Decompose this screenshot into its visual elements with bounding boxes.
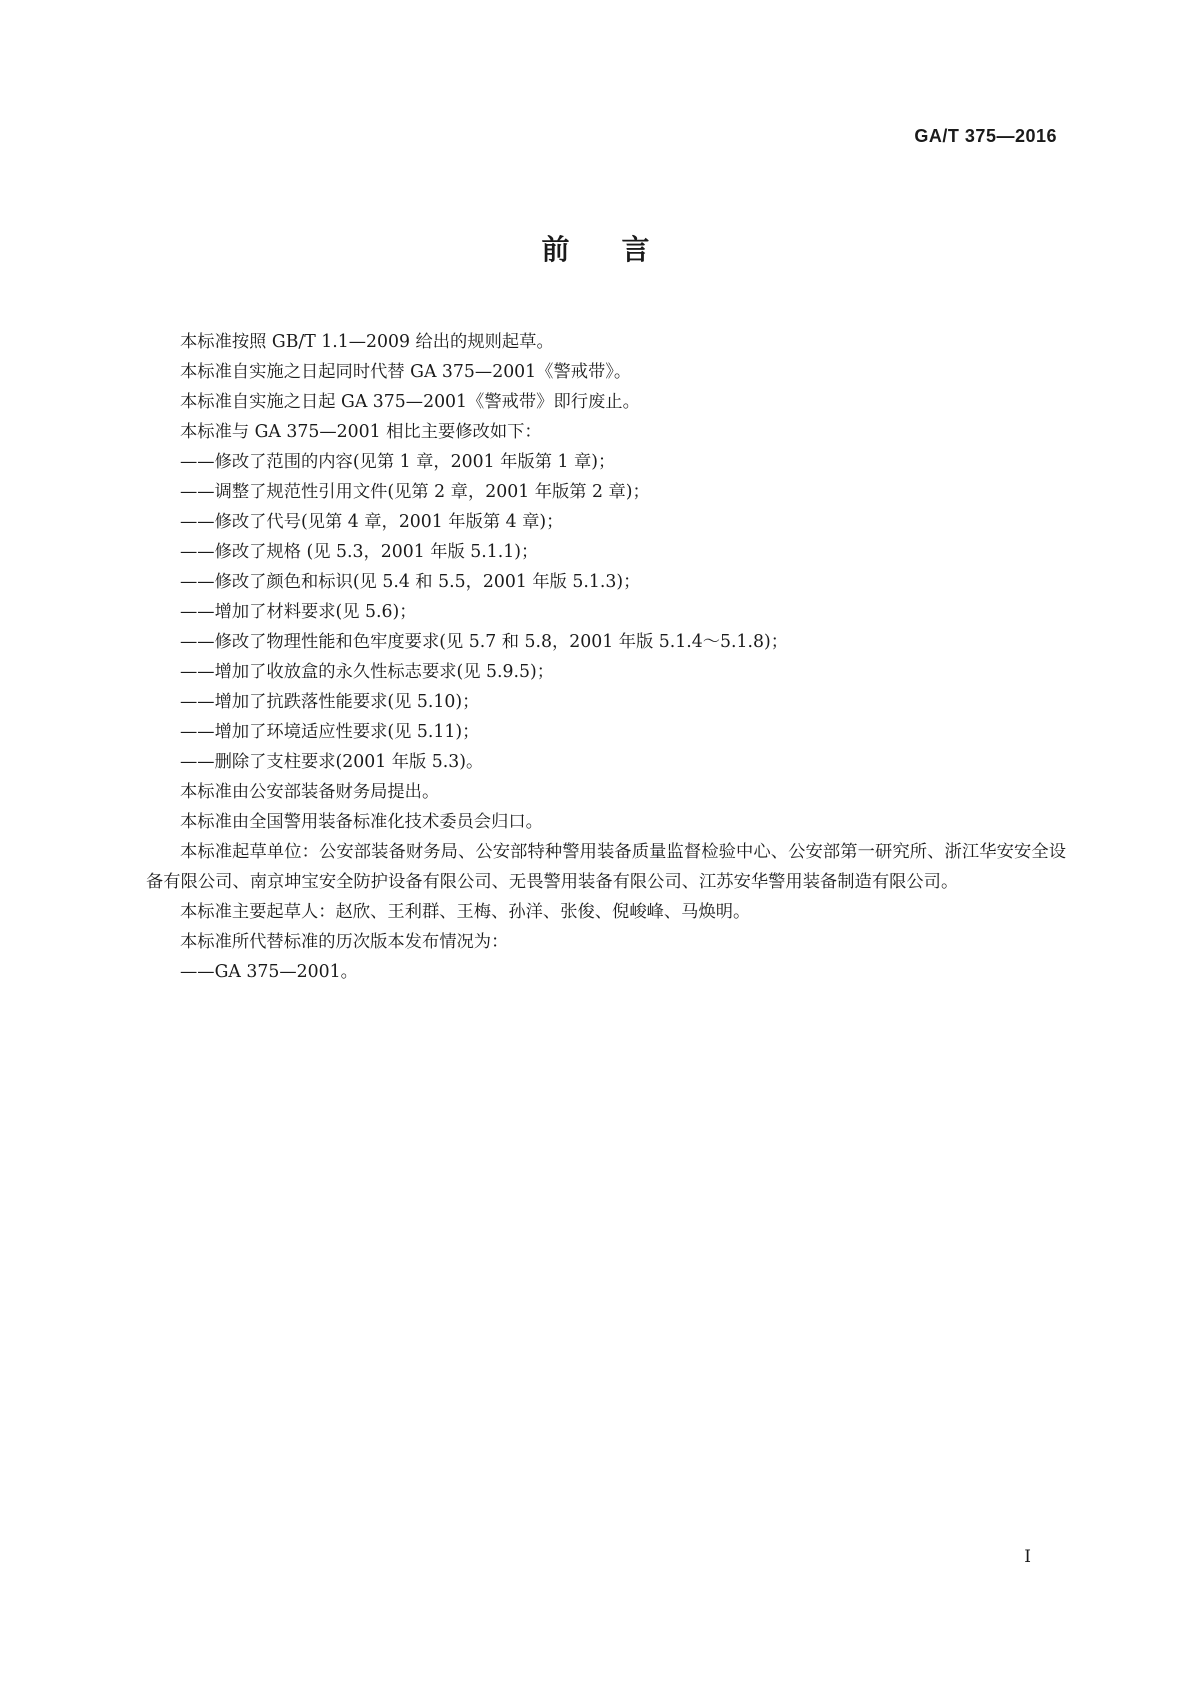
- change-list-item: ——删除了支柱要求(2001 年版 5.3)。: [180, 752, 484, 772]
- change-list-item: ——增加了环境适应性要求(见 5.11)；: [180, 722, 480, 742]
- paragraph: 本标准所代替标准的历次版本发布情况为：: [180, 932, 509, 952]
- paragraph: 本标准由全国警用装备标准化技术委员会归口。: [180, 812, 543, 832]
- history-list-item: ——GA 375—2001。: [180, 962, 358, 982]
- change-list-item: ——修改了范围的内容(见第 1 章，2001 年版第 1 章)；: [180, 452, 616, 472]
- paragraph: 本标准由公安部装备财务局提出。: [180, 782, 440, 802]
- paragraph: 本标准按照 GB/T 1.1—2009 给出的规则起草。: [180, 332, 554, 352]
- change-list-item: ——修改了代号(见第 4 章，2001 年版第 4 章)；: [180, 512, 564, 532]
- change-list-item: ——修改了颜色和标识(见 5.4 和 5.5，2001 年版 5.1.3)；: [180, 572, 641, 592]
- document-code: GA/T 375—2016: [914, 126, 1057, 146]
- change-list-item: ——增加了抗跌落性能要求(见 5.10)；: [180, 692, 480, 712]
- foreword-body: [146, 327, 1066, 987]
- page-title: 前言: [541, 233, 702, 266]
- change-list-item: ——增加了材料要求(见 5.6)；: [180, 602, 417, 622]
- change-list-item: ——修改了规格 (见 5.3，2001 年版 5.1.1)；: [180, 542, 539, 562]
- drafting-units-paragraph: 本标准起草单位：公安部装备财务局、公安部特种警用装备质量监督检验中心、公安部第一研究所、浙江华安安全设备有限公司、南京坤宝安全防护设备有限公司、无畏警用装备有限公司、江苏安华警用装备制造有限公司。: [146, 842, 1066, 892]
- paragraph: 本标准自实施之日起同时代替 GA 375—2001《警戒带》。: [180, 362, 632, 382]
- change-list-item: ——增加了收放盒的永久性标志要求(见 5.9.5)；: [180, 662, 555, 682]
- change-list-item: ——调整了规范性引用文件(见第 2 章，2001 年版第 2 章)；: [180, 482, 650, 502]
- page-number: I: [1024, 1547, 1031, 1567]
- paragraph: 本标准与 GA 375—2001 相比主要修改如下：: [180, 422, 542, 442]
- change-list-item: ——修改了物理性能和色牢度要求(见 5.7 和 5.8，2001 年版 5.1.4～5.1.8)；: [180, 632, 789, 652]
- drafters-paragraph: 本标准主要起草人：赵欣、王利群、王梅、孙洋、张俊、倪峻峰、马焕明。: [180, 902, 751, 922]
- paragraph: 本标准自实施之日起 GA 375—2001《警戒带》即行废止。: [180, 392, 640, 412]
